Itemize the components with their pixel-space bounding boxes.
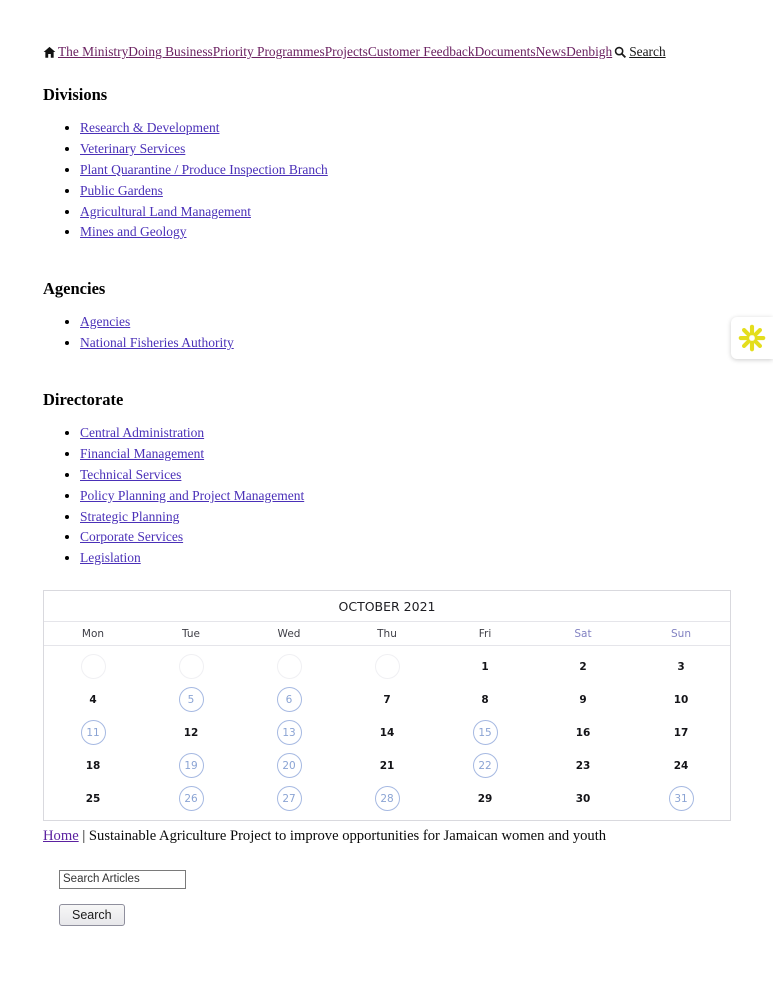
calendar-empty-day [179,654,204,679]
calendar-event-day-20[interactable]: 20 [277,753,302,778]
nav-link-news[interactable]: News [535,44,567,59]
calendar-event-day-26[interactable]: 26 [179,786,204,811]
calendar-cell [338,650,436,683]
sunburst-icon [737,323,767,353]
calendar-day-2: 2 [579,660,587,673]
section-list-directorate [43,425,731,567]
calendar-cell [436,749,534,782]
list-item [80,314,731,331]
calendar-title: OCTOBER 2021 [44,591,730,622]
calendar-cell [142,650,240,683]
calendar-event-day-19[interactable]: 19 [179,753,204,778]
calendar-cell [534,650,632,683]
calendar-cell [240,716,338,749]
calendar-cell [632,716,730,749]
calendar-cell [44,716,142,749]
section-list-divisions [43,120,731,241]
nav-link-denbigh[interactable]: Denbigh [566,44,613,59]
calendar-day-8: 8 [481,693,489,706]
calendar-day-12: 12 [183,726,199,739]
calendar-cell [632,749,730,782]
link-national-fisheries-authority[interactable]: National Fisheries Authority [80,335,234,351]
calendar-cell [338,716,436,749]
list-item [80,204,731,221]
calendar-cell [534,782,632,815]
calendar-day-18: 18 [85,759,101,772]
calendar-cell [436,683,534,716]
day-header-mon: Mon [81,628,105,641]
calendar-event-day-27[interactable]: 27 [277,786,302,811]
list-item [80,529,731,546]
calendar-cell [240,650,338,683]
calendar-day-21: 21 [379,759,395,772]
calendar-cell [338,683,436,716]
accessibility-widget-button[interactable] [731,317,773,359]
calendar-cell [142,716,240,749]
section-title-directorate: Directorate [43,390,124,409]
calendar-day-23: 23 [575,759,591,772]
calendar-event-day-13[interactable]: 13 [277,720,302,745]
calendar-cell [632,782,730,815]
calendar-event-day-28[interactable]: 28 [375,786,400,811]
list-item [80,224,731,241]
list-item [80,120,731,137]
link-corporate-services[interactable]: Corporate Services [80,529,184,545]
events-calendar [43,590,731,821]
calendar-cell [338,749,436,782]
link-mines-and-geology[interactable]: Mines and Geology [80,224,187,240]
calendar-event-day-15[interactable]: 15 [473,720,498,745]
link-policy-planning-and-project-management[interactable]: Policy Planning and Project Management [80,487,305,503]
link-plant-quarantine-produce-inspection-branch[interactable]: Plant Quarantine / Produce Inspection Branch [80,161,328,177]
list-item [80,183,731,200]
calendar-empty-day [375,654,400,679]
link-financial-management[interactable]: Financial Management [80,445,205,461]
list-item [80,425,731,442]
search-button[interactable]: Search [59,904,125,926]
list-item [80,550,731,567]
article-search [59,869,731,926]
calendar-day-1: 1 [481,660,489,673]
calendar-cell [436,716,534,749]
calendar-event-day-31[interactable]: 31 [669,786,694,811]
list-item [80,488,731,505]
list-item [80,335,731,352]
calendar-empty-day [277,654,302,679]
calendar-cell [436,782,534,815]
calendar-cell [44,683,142,716]
calendar-day-14: 14 [379,726,395,739]
calendar-cell [632,683,730,716]
search-input[interactable] [59,870,186,889]
section-title-divisions: Divisions [43,85,108,104]
calendar-cell [534,749,632,782]
calendar-day-30: 30 [575,792,591,805]
calendar-event-day-11[interactable]: 11 [81,720,106,745]
calendar-cell [632,650,730,683]
home-icon[interactable] [43,46,56,59]
day-header-tue: Tue [182,628,200,641]
nav-search-link[interactable] [614,44,665,60]
day-header-sun: Sun [671,628,691,641]
calendar-grid [44,646,730,820]
nav-link-projects[interactable]: Projects [324,44,368,59]
day-header-sat: Sat [574,628,592,641]
calendar-day-29: 29 [477,792,493,805]
breadcrumb [43,828,731,845]
calendar-cell [436,650,534,683]
nav-link-the-ministry[interactable]: The Ministry [58,44,129,59]
top-nav [43,44,731,60]
search-icon [614,46,627,59]
calendar-day-16: 16 [575,726,591,739]
top-nav-links [58,44,612,60]
breadcrumb-page-title: Sustainable Agriculture Project to improve opportunities for Jamaican women and youth [88,828,607,845]
calendar-cell [44,749,142,782]
calendar-cell [142,683,240,716]
nav-search-label: Search [629,44,666,59]
calendar-cell [44,650,142,683]
breadcrumb-separator: | [82,828,86,845]
calendar-cell [240,683,338,716]
link-research-and-development[interactable]: Research & Development [80,120,220,135]
calendar-day-24: 24 [673,759,689,772]
calendar-cell [240,782,338,815]
calendar-day-4: 4 [89,693,97,706]
day-header-thu: Thu [377,628,397,641]
calendar-day-25: 25 [85,792,101,805]
calendar-event-day-6[interactable]: 6 [277,687,302,712]
sections [43,85,731,567]
calendar-cell [142,782,240,815]
calendar-day-17: 17 [673,726,689,739]
link-veterinary-services[interactable]: Veterinary Services [80,140,186,156]
link-agencies[interactable]: Agencies [80,314,131,330]
calendar-cell [44,782,142,815]
breadcrumb-home-link[interactable]: Home [43,828,79,845]
list-item [80,467,731,484]
calendar-day-7: 7 [383,693,391,706]
calendar-day-10: 10 [673,693,689,706]
calendar-day-9: 9 [579,693,587,706]
link-agricultural-land-management[interactable]: Agricultural Land Management [80,203,251,219]
section-list-agencies [43,314,731,352]
nav-link-doing-business[interactable]: Doing Business [128,44,213,59]
section-title-agencies: Agencies [43,279,106,299]
calendar-event-day-22[interactable]: 22 [473,753,498,778]
link-legislation[interactable]: Legislation [80,550,141,566]
calendar-cell [534,716,632,749]
calendar-cell [142,749,240,782]
nav-link-customer-feedback[interactable]: Customer Feedback [367,44,475,59]
link-public-gardens[interactable]: Public Gardens [80,182,163,198]
day-header-wed: Wed [277,628,301,641]
list-item [80,446,731,463]
calendar-event-day-5[interactable]: 5 [179,687,204,712]
link-strategic-planning[interactable]: Strategic Planning [80,508,180,524]
list-item [80,162,731,179]
link-technical-services[interactable]: Technical Services [80,466,182,482]
calendar-cell [240,749,338,782]
calendar-day-headers [44,622,730,646]
link-central-administration[interactable]: Central Administration [80,425,205,440]
day-header-fri: Fri [478,628,492,641]
calendar-empty-day [81,654,106,679]
calendar-cell [534,683,632,716]
calendar-day-3: 3 [677,660,685,673]
list-item [80,141,731,158]
calendar-cell [338,782,436,815]
list-item [80,509,731,526]
nav-link-priority-programmes[interactable]: Priority Programmes [212,44,325,59]
nav-link-documents[interactable]: Documents [474,44,536,59]
